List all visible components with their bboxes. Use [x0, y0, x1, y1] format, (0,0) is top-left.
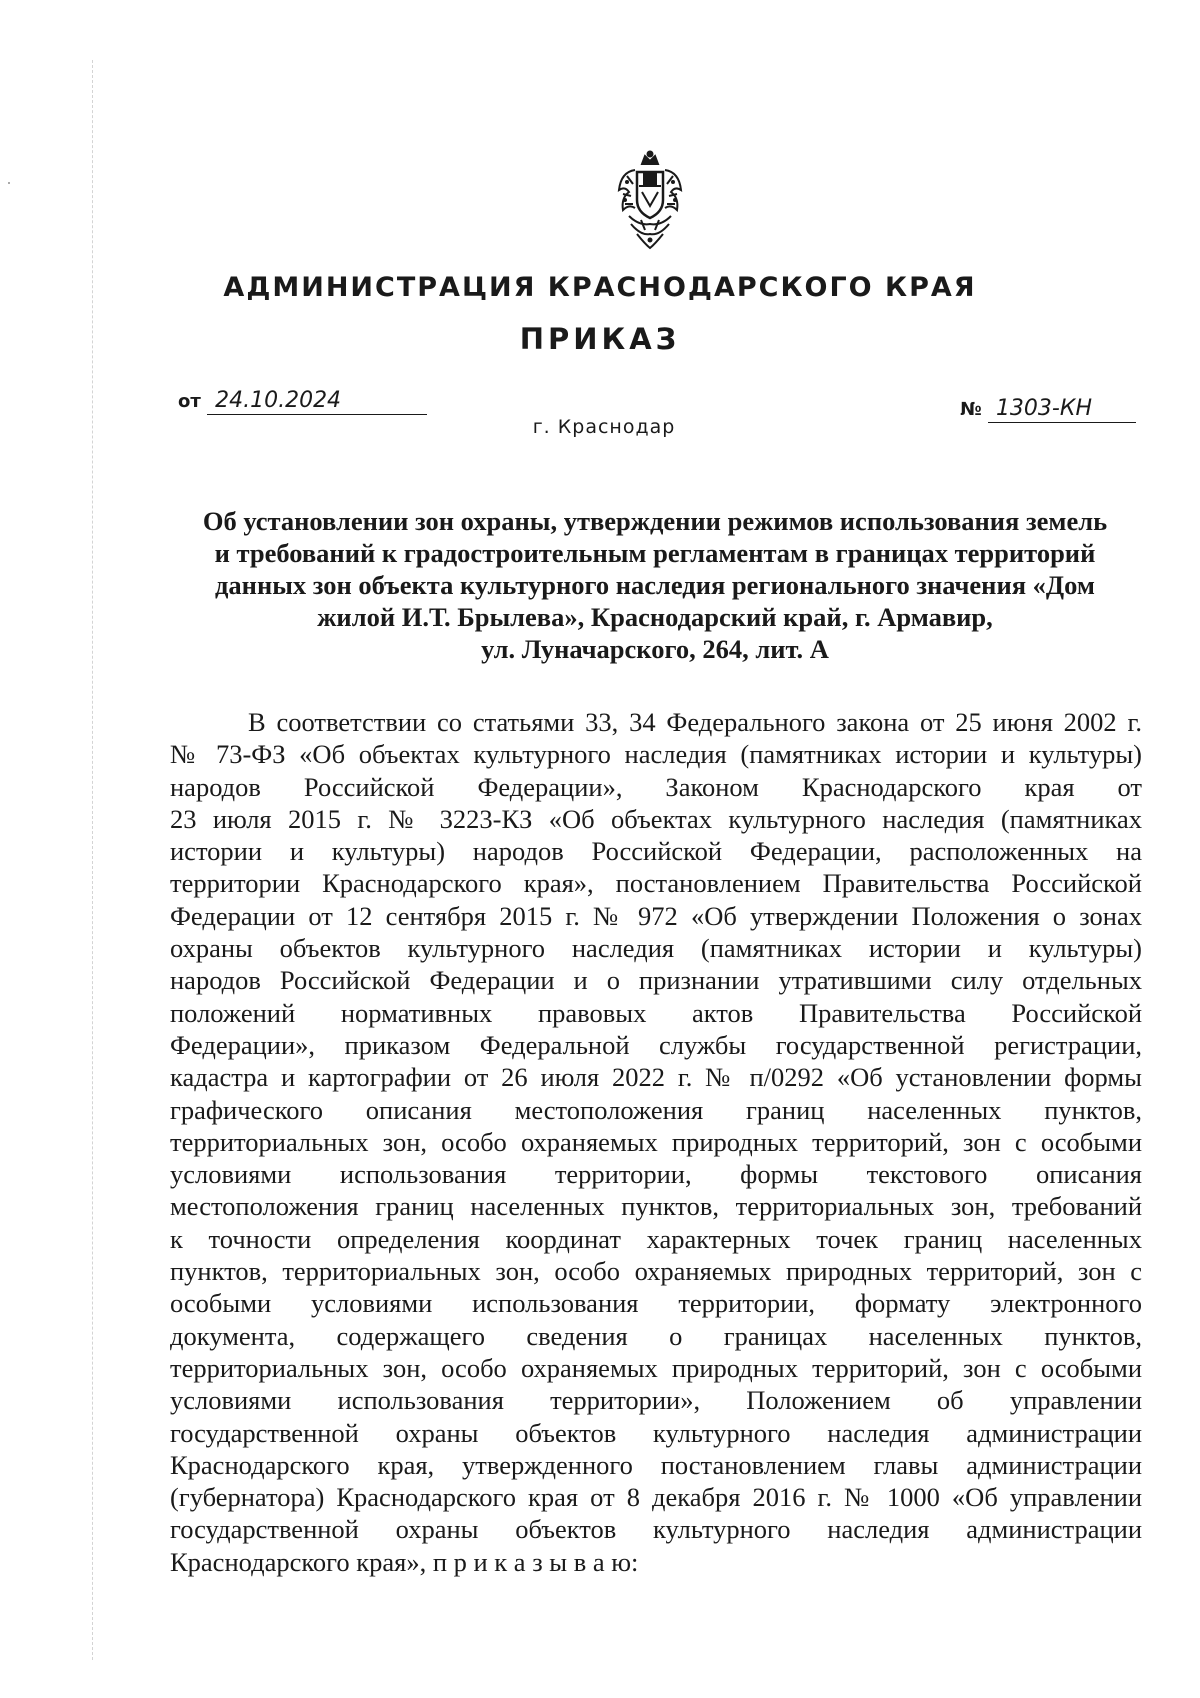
document-title: [170, 505, 1140, 665]
body-line: охраны объектов культурного наследия (памятниках истории и культуры): [170, 933, 1142, 964]
date-prefix: от: [178, 391, 201, 412]
title-line: данных зон объекта культурного наследия регионального значения «Дом: [215, 570, 1095, 600]
body-line: Краснодарского края, утвержденного постановлением главы администрации: [170, 1449, 1142, 1480]
title-line: Об установлении зон охраны, утверждении режимов использования земель: [202, 506, 1108, 536]
date-block: [178, 388, 427, 415]
body-line: № 73-ФЗ «Об объектах культурного наследия (памятниках истории и культуры): [170, 739, 1142, 770]
body-line: территориальных зон, особо охраняемых природных территорий, зон с особыми: [170, 1352, 1142, 1383]
body-line: Федерации», приказом Федеральной службы государственной регистрации,: [170, 1029, 1142, 1060]
coat-of-arms-icon: [615, 150, 685, 252]
body-line: к точности определения координат характерных точек границ населенных: [170, 1223, 1142, 1254]
date-handwritten: 24.10.2024: [207, 388, 427, 415]
body-line: народов Российской Федерации», Законом Краснодарского края от: [170, 771, 1142, 802]
body-line: особыми условиями использования территории, формату электронного: [170, 1288, 1142, 1319]
body-line: государственной охраны объектов культурного наследия администрации: [170, 1417, 1142, 1448]
body-paragraph: [170, 706, 1142, 1578]
body-line: положений нормативных правовых актов Правительства Российской: [170, 997, 1142, 1028]
body-line: Краснодарского края», п р и к а з ы в а ю:: [170, 1546, 639, 1577]
number-handwritten: 1303-КН: [988, 396, 1136, 423]
title-line: ул. Луначарского, 264, лит. А: [481, 634, 829, 664]
body-line: В соответствии со статьями 33, 34 Федерального закона от 25 июня 2002 г.: [248, 707, 1142, 737]
body-line: кадастра и картографии от 26 июля 2022 г. № п/0292 «Об установлении формы: [170, 1062, 1142, 1093]
body-line: документа, содержащего сведения о границах населенных пунктов,: [170, 1320, 1142, 1351]
body-line: условиями использования территории, формы текстового описания: [170, 1159, 1142, 1190]
city-name: г. Краснодар: [532, 416, 676, 438]
organization-name: АДМИНИСТРАЦИЯ КРАСНОДАРСКОГО КРАЯ: [223, 272, 977, 303]
title-line: жилой И.Т. Брылева», Краснодарский край, г. Армавир,: [317, 602, 993, 632]
title-line: и требований к градостроительным регламентам в границах территорий: [214, 538, 1096, 568]
body-line: территории Краснодарского края», постановлением Правительства Российской: [170, 868, 1142, 899]
body-line: народов Российской Федерации и о признании утратившими силу отдельных: [170, 965, 1142, 996]
scan-speck: [8, 182, 10, 184]
body-line: пунктов, территориальных зон, особо охраняемых природных территорий, зон с: [170, 1256, 1142, 1287]
number-prefix: №: [960, 399, 982, 420]
body-line: территориальных зон, особо охраняемых природных территорий, зон с особыми: [170, 1126, 1142, 1157]
body-line: Федерации от 12 сентября 2015 г. № 972 «Об утверждении Положения о зонах: [170, 900, 1142, 931]
body-line: истории и культуры) народов Российской Федерации, расположенных на: [170, 836, 1142, 867]
body-line: графического описания местоположения границ населенных пунктов,: [170, 1094, 1142, 1125]
body-line: государственной охраны объектов культурного наследия администрации: [170, 1514, 1142, 1545]
number-block: [960, 396, 1136, 423]
body-line: (губернатора) Краснодарского края от 8 декабря 2016 г. № 1000 «Об управлении: [170, 1482, 1142, 1513]
body-line: 23 июля 2015 г. № 3223-КЗ «Об объектах культурного наследия (памятниках: [170, 803, 1142, 834]
body-line: условиями использования территории», Положением об управлении: [170, 1385, 1142, 1416]
body-line: местоположения границ населенных пунктов, территориальных зон, требований: [170, 1191, 1142, 1222]
document-type: ПРИКАЗ: [519, 322, 681, 356]
